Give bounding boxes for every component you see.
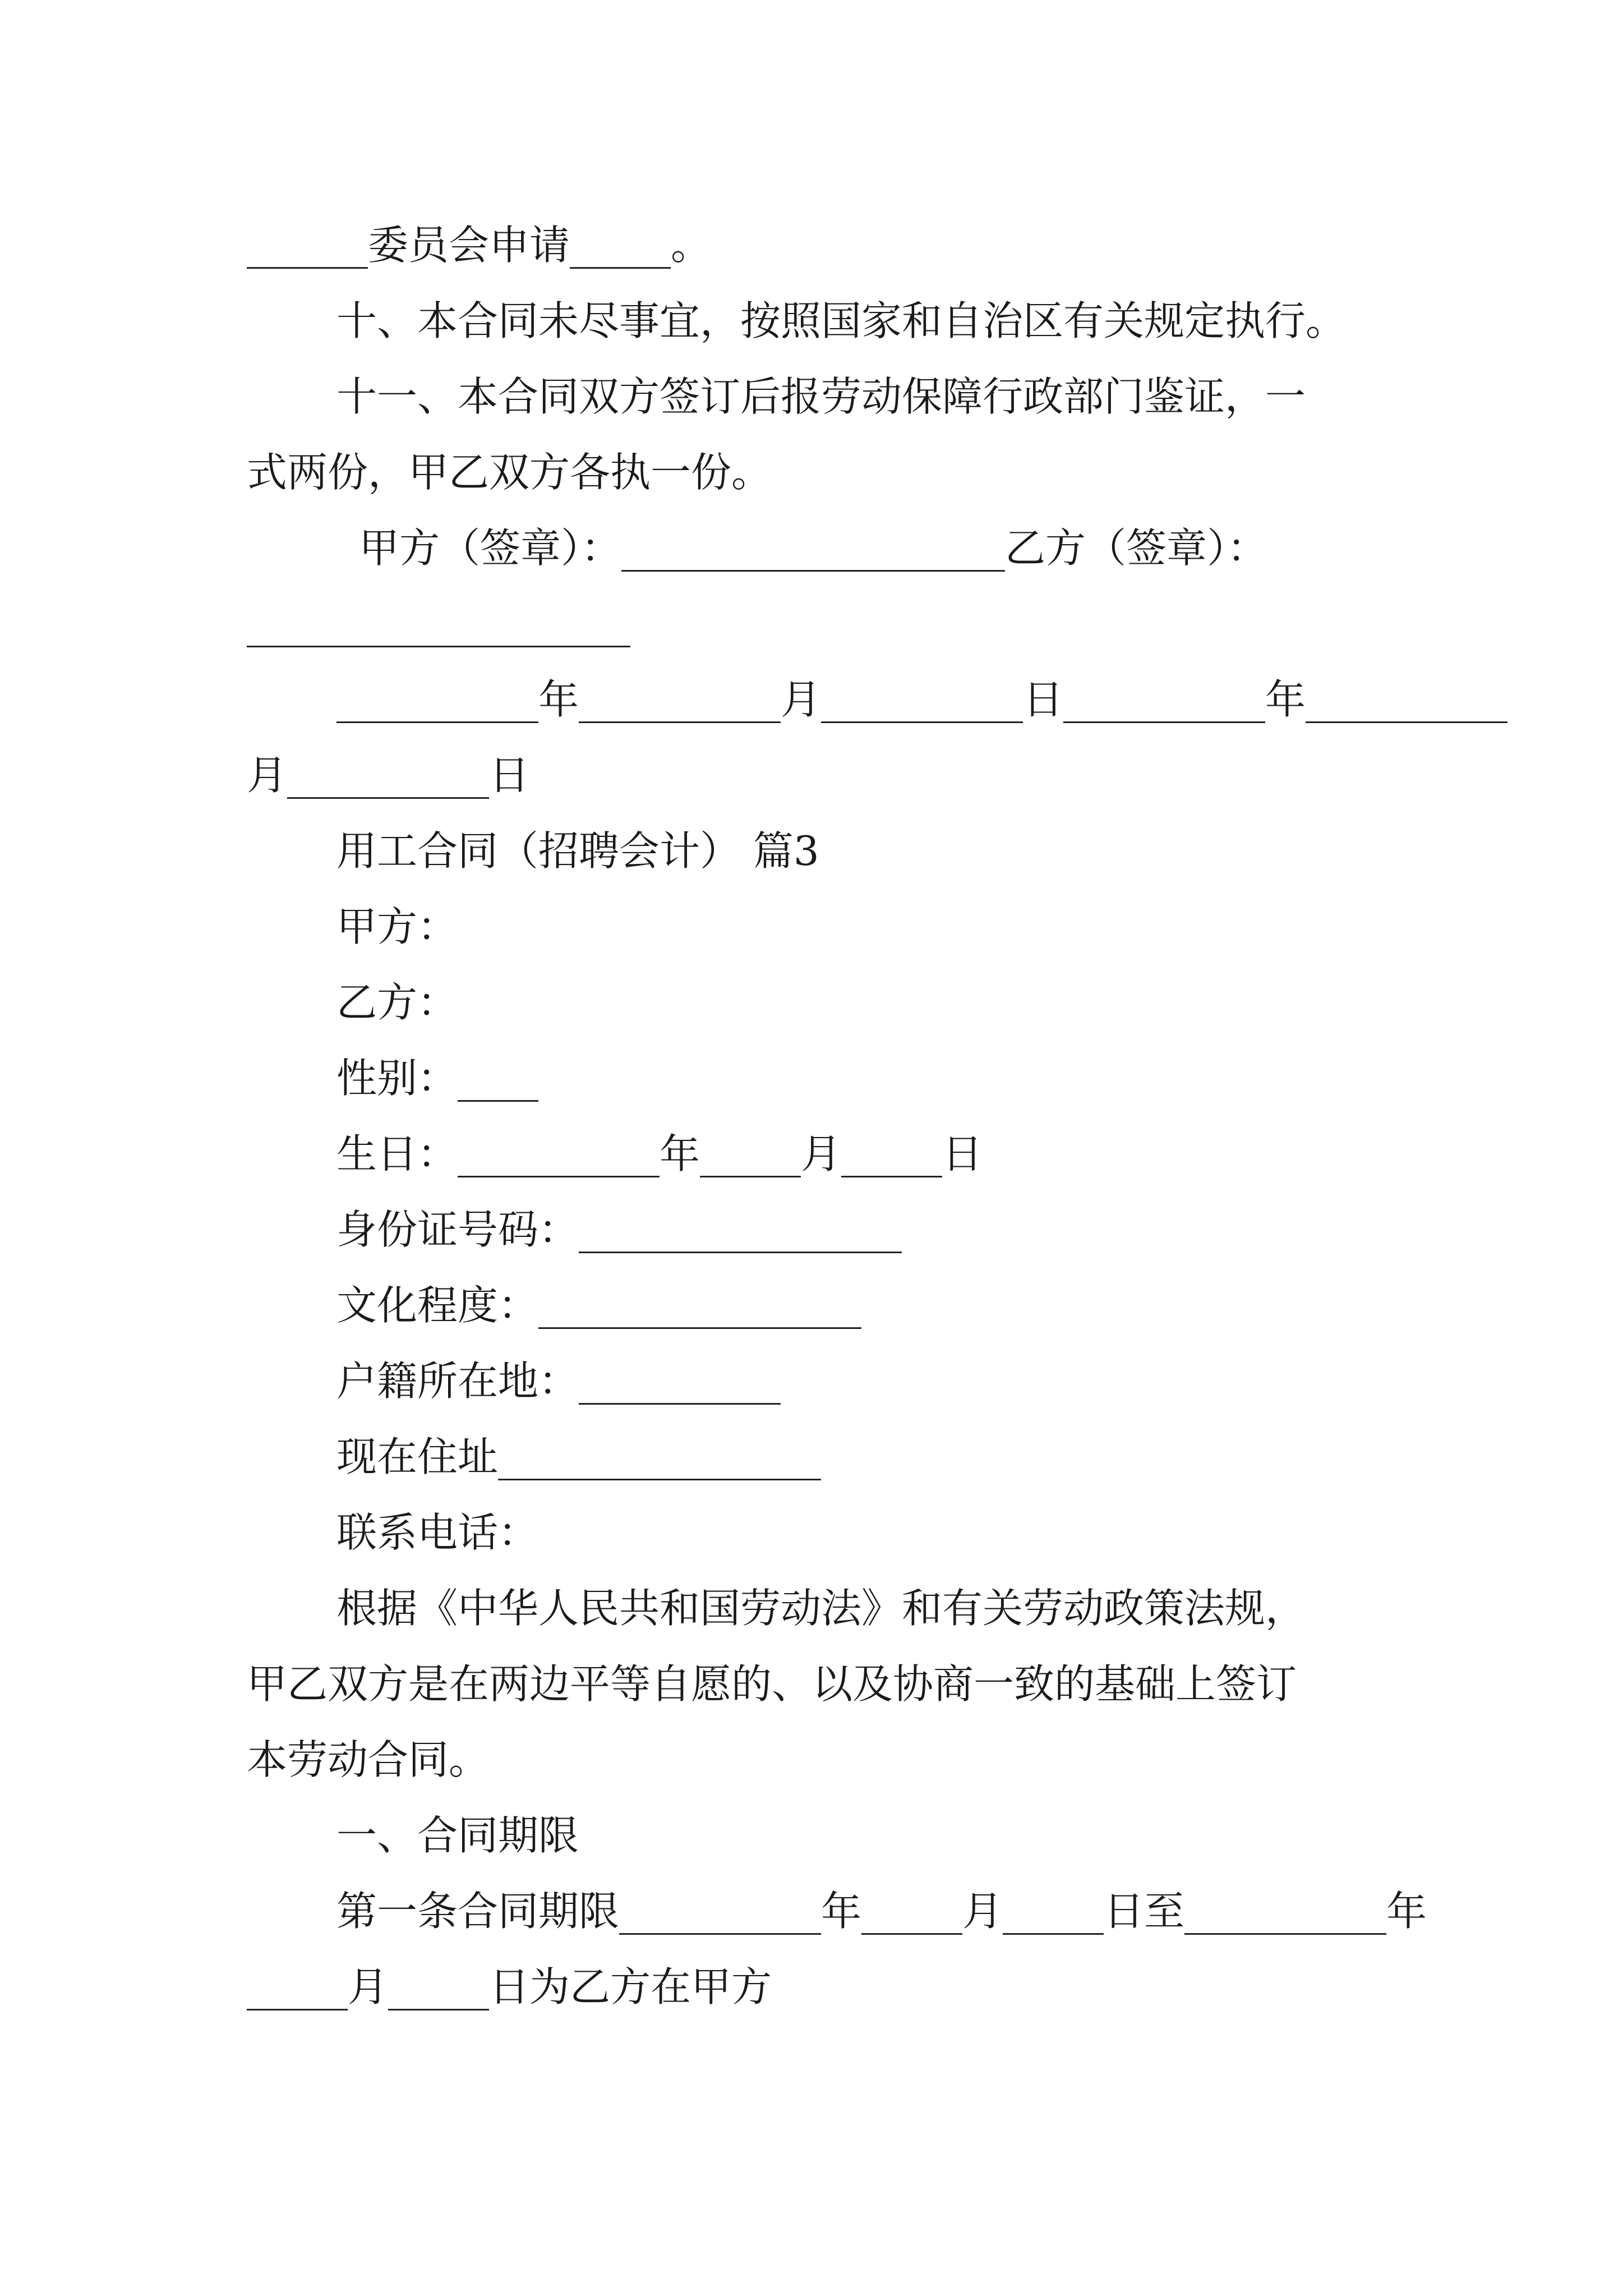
date-line-cont: 月__________日 — [247, 752, 530, 799]
text-line-clause-11: 十一、本合同双方签订后报劳动保障行政部门鉴证，一 — [336, 373, 1306, 420]
text-line-clause-11-cont: 式两份，甲乙双方各执一份。 — [247, 449, 772, 496]
text-line-article-1-cont: _____月_____日为乙方在甲方 — [247, 1963, 772, 2010]
text-line-article-1: 第一条合同期限__________年_____月_____日至__________年 — [336, 1888, 1427, 1935]
field-household-registration: 户籍所在地：__________ — [336, 1358, 781, 1405]
text-line-preamble-cont-1: 甲乙双方是在两边平等自愿的、以及协商一致的基础上签订 — [247, 1660, 1297, 1708]
field-education: 文化程度：________________ — [336, 1282, 862, 1329]
signature-line-parties: 甲方（签章）：___________________乙方（签章）： — [359, 524, 1268, 572]
text-line-clause-10: 十、本合同未尽事宜，按照国家和自治区有关规定执行。 — [336, 297, 1347, 344]
date-line: __________年__________月__________日__________年__________ — [336, 676, 1507, 723]
field-id-number: 身份证号码：________________ — [336, 1206, 902, 1253]
field-party-a: 甲方： — [336, 903, 458, 950]
field-current-address: 现在住址________________ — [336, 1433, 822, 1480]
signature-line-blank: ___________________ — [247, 600, 630, 647]
text-line-preamble-cont-2: 本劳动合同。 — [247, 1736, 490, 1783]
field-birthday: 生日：__________年_____月_____日 — [336, 1130, 983, 1177]
field-gender: 性别：____ — [336, 1055, 539, 1102]
field-phone: 联系电话： — [336, 1509, 539, 1556]
section-heading-contract-3: 用工合同（招聘会计） 篇3 — [336, 827, 819, 875]
text-line-preamble: 根据《中华人民共和国劳动法》和有关劳动政策法规， — [336, 1585, 1306, 1632]
field-party-b: 乙方： — [336, 979, 458, 1026]
text-line-committee-application: ______委员会申请_____。 — [247, 222, 712, 269]
section-heading-term: 一、合同期限 — [336, 1812, 579, 1859]
